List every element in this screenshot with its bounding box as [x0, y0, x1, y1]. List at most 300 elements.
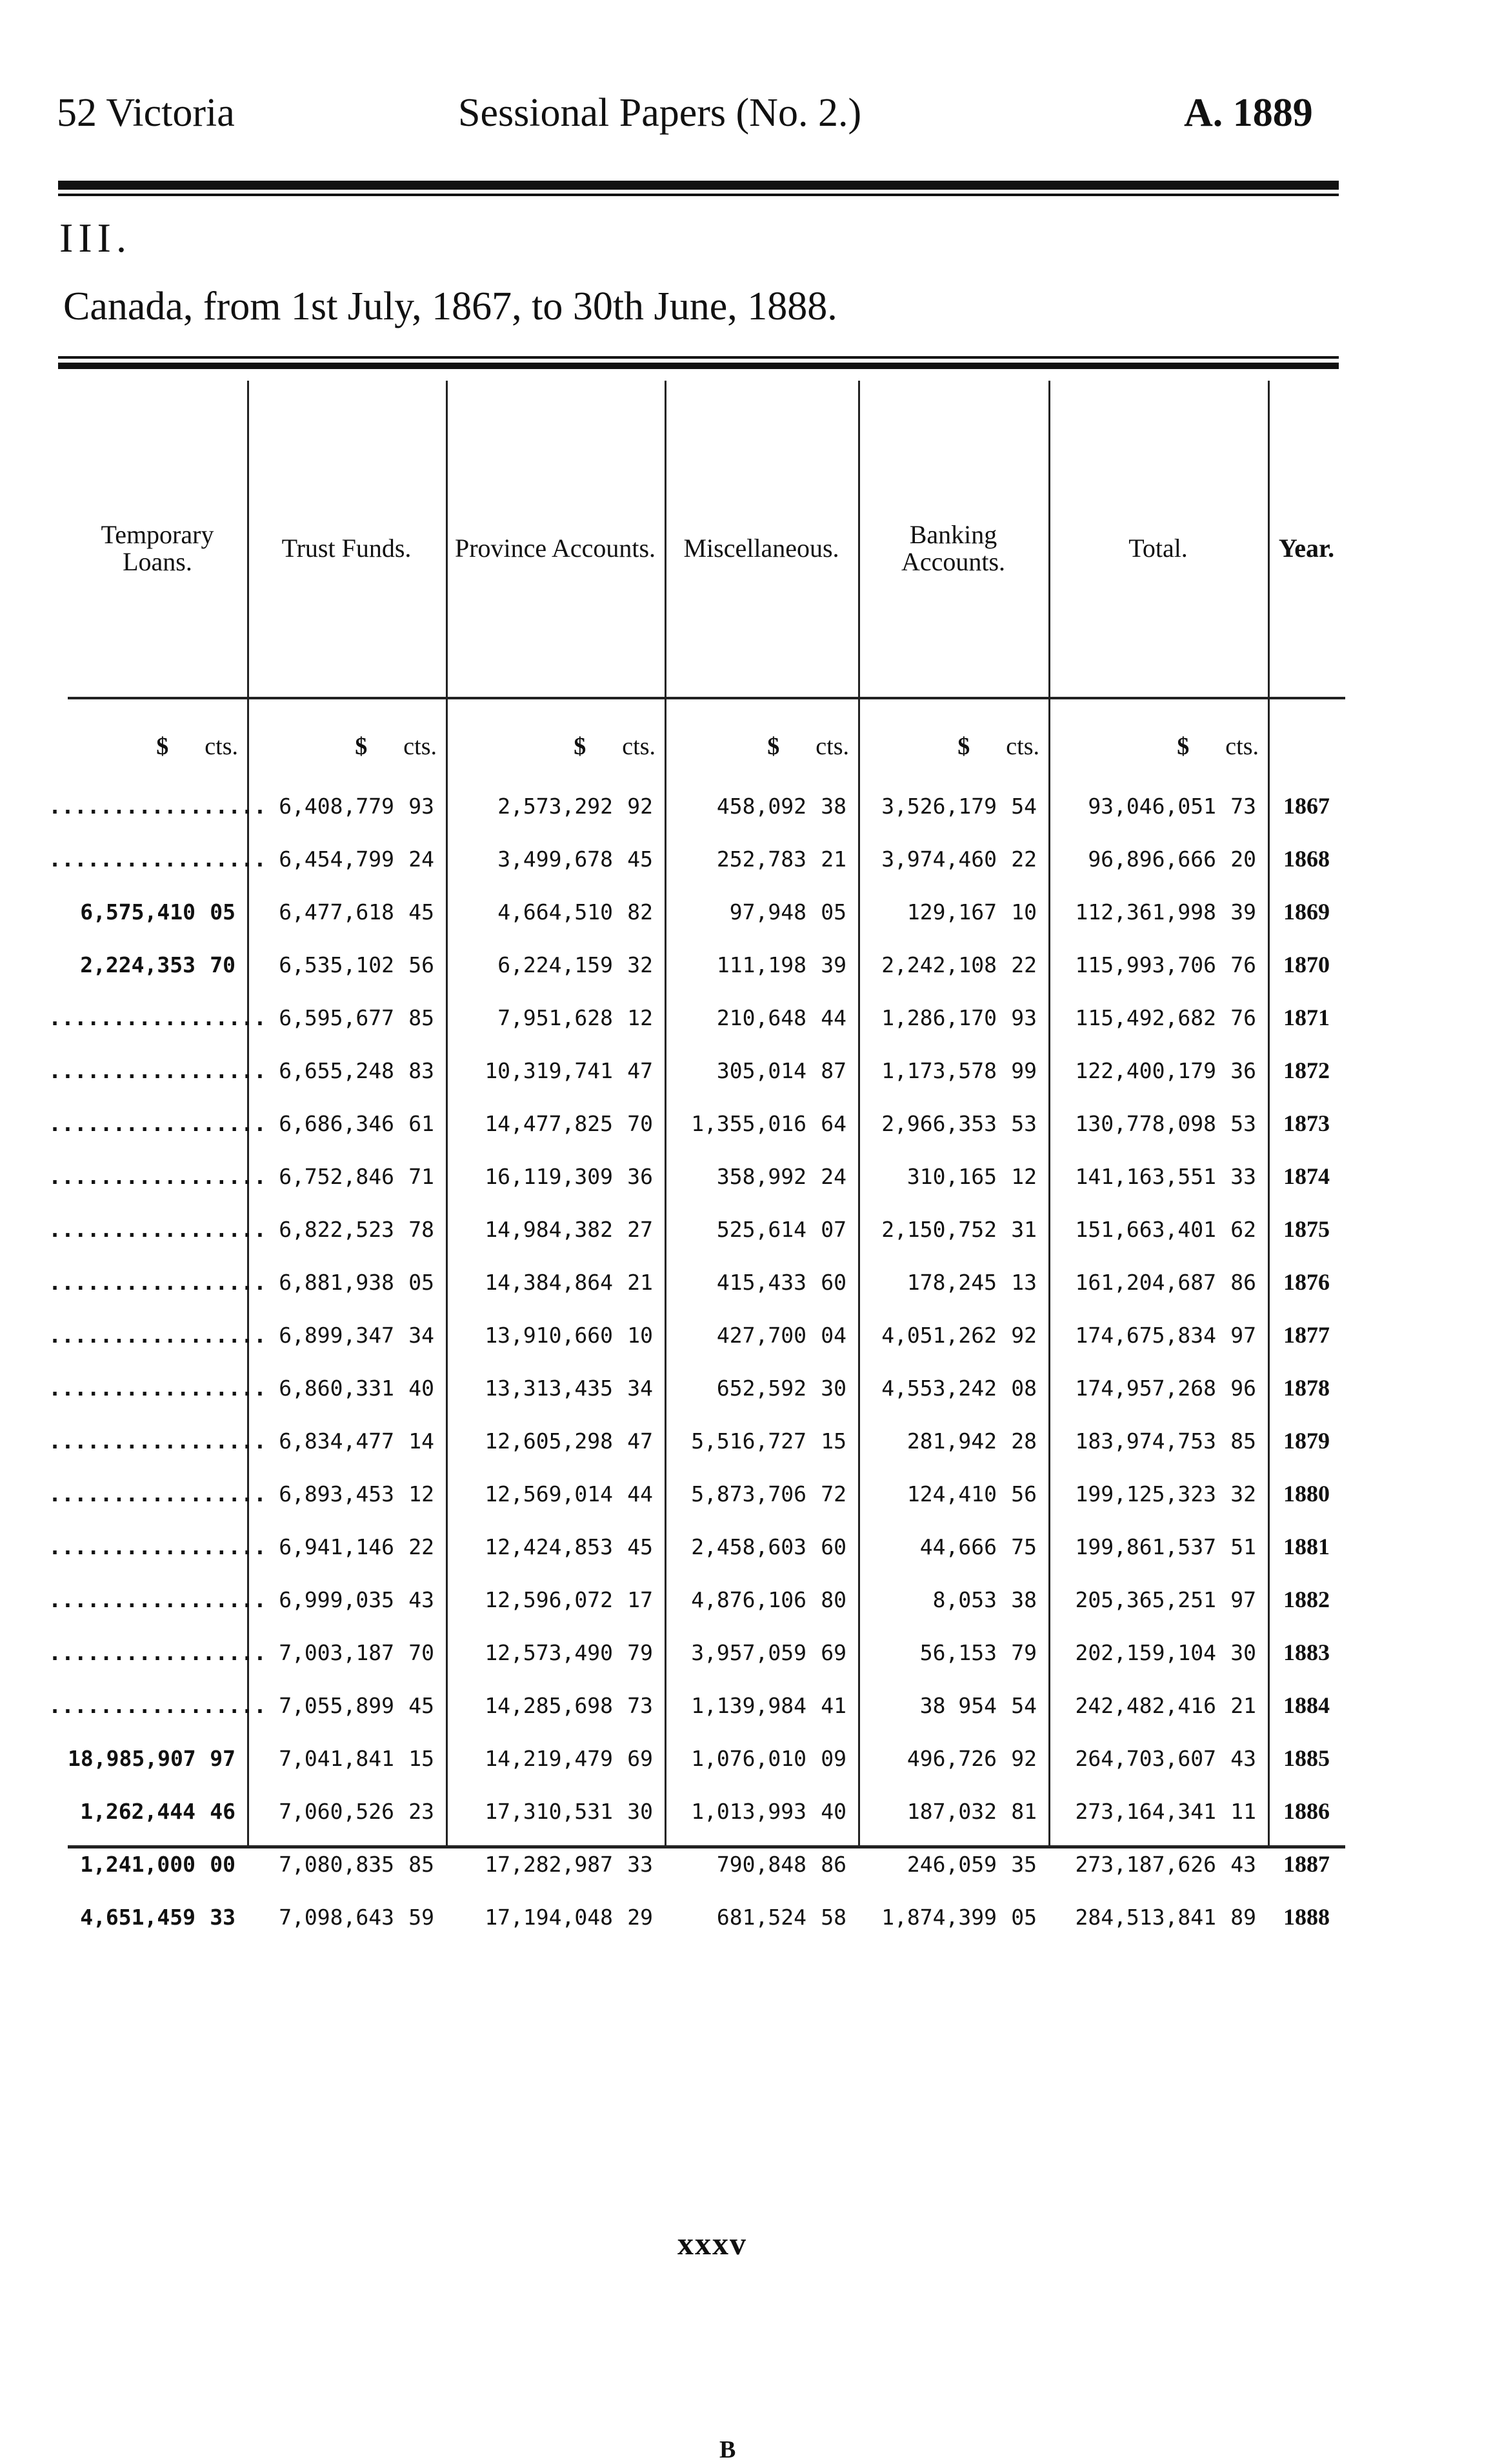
cell-total: [1048, 1308, 1268, 1361]
cell-misc: [665, 1097, 858, 1150]
cell-bank: [858, 1361, 1048, 1414]
cell-misc: [665, 1256, 858, 1308]
amount-cents: 47: [627, 1057, 653, 1083]
amount-dollars: 115,492,682: [1075, 1005, 1216, 1030]
table-row: [68, 1785, 1345, 1838]
amount-dollars: 4,876,106: [691, 1587, 806, 1612]
cents-label: cts.: [816, 733, 849, 760]
unit-label: [446, 732, 665, 765]
amount-cents: 56: [1011, 1481, 1037, 1507]
cell-prov: [446, 1203, 665, 1256]
amount-cents: 35: [1011, 1851, 1037, 1877]
cell-bank: [858, 991, 1048, 1044]
cell-bank: [858, 1467, 1048, 1520]
amount-cents: 38: [821, 793, 846, 819]
leader-dots: .................: [48, 1269, 266, 1295]
amount-dollars: 124,410: [906, 1481, 997, 1507]
amount-cents: 72: [821, 1481, 846, 1507]
amount-dollars: 199,125,323: [1075, 1481, 1216, 1507]
amount-dollars: 14,285,698: [485, 1692, 613, 1718]
amount-cents: 54: [1011, 793, 1037, 819]
leader-dots: .................: [48, 1692, 266, 1718]
amount-dollars: 5,873,706: [691, 1481, 806, 1507]
table-row: [48, 1097, 1345, 1150]
amount-cents: 45: [408, 899, 434, 925]
cell-total: [1048, 1626, 1268, 1679]
cell-trust: [247, 1573, 446, 1626]
cell-trust: [247, 832, 446, 885]
amount-cents: 27: [627, 1216, 653, 1242]
amount-cents: 38: [1011, 1587, 1037, 1612]
amount-cents: 46: [210, 1798, 235, 1824]
title-rule-thin: [58, 356, 1339, 359]
amount-cents: 78: [408, 1216, 434, 1242]
amount-dollars: 183,974,753: [1075, 1428, 1216, 1454]
cell-bank: [858, 1150, 1048, 1203]
amount-dollars: 7,003,187: [279, 1639, 394, 1665]
cell-trust: [247, 1626, 446, 1679]
amount-dollars: 2,224,353: [80, 952, 195, 977]
amount-cents: 32: [627, 952, 653, 977]
amount-cents: 58: [821, 1904, 846, 1930]
amount-cents: 76: [1230, 1005, 1256, 1030]
cell-bank: [858, 1626, 1048, 1679]
amount-cents: 86: [1230, 1269, 1256, 1295]
amount-dollars: 93,046,051: [1088, 793, 1216, 819]
cell-year: 1871: [1283, 1005, 1330, 1030]
cell-total: [1048, 1256, 1268, 1308]
cell-total: [1048, 1732, 1268, 1785]
amount-cents: 05: [821, 899, 846, 925]
leader-dots: .................: [48, 1375, 266, 1401]
amount-dollars: 1,355,016: [691, 1110, 806, 1136]
accounts-table: [48, 374, 1345, 2207]
amount-dollars: 310,165: [906, 1163, 997, 1189]
cell-year: 1867: [1283, 793, 1330, 819]
amount-dollars: 284,513,841: [1075, 1904, 1216, 1930]
amount-dollars: 273,164,341: [1075, 1798, 1216, 1824]
cell-bank: [858, 1308, 1048, 1361]
amount-cents: 99: [1011, 1057, 1037, 1083]
amount-cents: 40: [821, 1798, 846, 1824]
amount-cents: 12: [408, 1481, 434, 1507]
amount-dollars: 3,957,059: [691, 1639, 806, 1665]
cell-trust: [247, 1732, 446, 1785]
amount-dollars: 790,848: [716, 1851, 806, 1877]
amount-dollars: 141,163,551: [1075, 1163, 1216, 1189]
cents-label: cts.: [1006, 733, 1039, 760]
cell-year: 1875: [1283, 1216, 1330, 1242]
amount-dollars: 2,150,752: [881, 1216, 997, 1242]
table-row: [48, 1467, 1345, 1520]
amount-cents: 29: [627, 1904, 653, 1930]
cell-loans: [68, 885, 247, 938]
cell-total: [1048, 1573, 1268, 1626]
cell-prov: [446, 1785, 665, 1838]
cell-prov: [446, 1520, 665, 1573]
amount-dollars: 5,516,727: [691, 1428, 806, 1454]
table-row: [68, 1890, 1345, 1943]
leader-dots: .................: [48, 1005, 266, 1030]
amount-dollars: 4,651,459: [80, 1904, 195, 1930]
amount-dollars: 18,985,907: [68, 1745, 196, 1771]
table-row: [48, 1203, 1345, 1256]
cell-misc: [665, 938, 858, 991]
leader-dots: .................: [48, 1428, 266, 1454]
amount-cents: 40: [408, 1375, 434, 1401]
amount-dollars: 6,999,035: [279, 1587, 394, 1612]
amount-dollars: 2,573,292: [497, 793, 613, 819]
cell-misc: [665, 1203, 858, 1256]
amount-cents: 89: [1230, 1904, 1256, 1930]
amount-dollars: 7,055,899: [279, 1692, 394, 1718]
col-head-trust: Trust Funds.: [281, 534, 412, 563]
amount-dollars: 14,984,382: [485, 1216, 613, 1242]
amount-dollars: 681,524: [716, 1904, 806, 1930]
title-rule: [58, 363, 1339, 369]
dollar-sign: $: [767, 733, 780, 760]
amount-cents: 82: [627, 899, 653, 925]
cell-trust: [247, 1785, 446, 1838]
header-year: A. 1889: [1184, 91, 1313, 135]
amount-dollars: 252,783: [716, 846, 806, 872]
amount-dollars: 17,282,987: [485, 1851, 613, 1877]
amount-dollars: 1,286,170: [881, 1005, 997, 1030]
amount-cents: 21: [1230, 1692, 1256, 1718]
amount-cents: 73: [627, 1692, 653, 1718]
amount-cents: 97: [210, 1745, 235, 1771]
amount-cents: 33: [627, 1851, 653, 1877]
cell-misc: [665, 991, 858, 1044]
amount-cents: 34: [627, 1375, 653, 1401]
cell-total: [1048, 779, 1268, 832]
dollar-sign: $: [156, 733, 169, 760]
cell-misc: [665, 1308, 858, 1361]
cell-misc: [665, 1044, 858, 1097]
cell-year: 1878: [1283, 1375, 1330, 1401]
amount-cents: 32: [1230, 1481, 1256, 1507]
cell-total: [1048, 991, 1268, 1044]
cell-trust: [247, 1097, 446, 1150]
amount-dollars: 3,499,678: [497, 846, 613, 872]
table-row: [68, 938, 1345, 991]
cell-loans: [68, 1732, 247, 1785]
amount-dollars: 174,675,834: [1075, 1322, 1216, 1348]
amount-dollars: 178,245: [906, 1269, 997, 1295]
unit-label: [247, 732, 446, 765]
cell-year: 1873: [1283, 1110, 1330, 1136]
amount-cents: 13: [1011, 1269, 1037, 1295]
amount-cents: 93: [408, 793, 434, 819]
amount-dollars: 13,910,660: [485, 1322, 613, 1348]
amount-dollars: 202,159,104: [1075, 1639, 1216, 1665]
amount-cents: 30: [627, 1798, 653, 1824]
amount-dollars: 2,966,353: [881, 1110, 997, 1136]
cell-misc: [665, 1467, 858, 1520]
cell-total: [1048, 1890, 1268, 1943]
dollar-sign: $: [574, 733, 586, 760]
cell-prov: [446, 1679, 665, 1732]
amount-dollars: 187,032: [906, 1798, 997, 1824]
amount-cents: 92: [1011, 1745, 1037, 1771]
amount-cents: 45: [627, 846, 653, 872]
table-row: [48, 1626, 1345, 1679]
amount-dollars: 1,173,578: [881, 1057, 997, 1083]
amount-dollars: 7,951,628: [497, 1005, 613, 1030]
cell-prov: [446, 1256, 665, 1308]
page-subtitle: Canada, from 1st July, 1867, to 30th June, 1888.: [63, 285, 837, 328]
amount-cents: 85: [408, 1851, 434, 1877]
leader-dots: .................: [48, 793, 266, 819]
cell-misc: [665, 1520, 858, 1573]
table-row: [48, 779, 1345, 832]
amount-cents: 79: [1011, 1639, 1037, 1665]
amount-dollars: 205,365,251: [1075, 1587, 1216, 1612]
amount-cents: 08: [1011, 1375, 1037, 1401]
amount-cents: 15: [408, 1745, 434, 1771]
cell-trust: [247, 1890, 446, 1943]
amount-dollars: 6,655,248: [279, 1057, 394, 1083]
amount-dollars: 6,477,618: [279, 899, 394, 925]
amount-dollars: 6,941,146: [279, 1534, 394, 1559]
table-row: [48, 1573, 1345, 1626]
amount-dollars: 358,992: [716, 1163, 806, 1189]
cell-total: [1048, 1785, 1268, 1838]
amount-dollars: 13,313,435: [485, 1375, 613, 1401]
amount-cents: 73: [1230, 793, 1256, 819]
cell-bank: [858, 1044, 1048, 1097]
amount-dollars: 6,860,331: [279, 1375, 394, 1401]
amount-cents: 43: [1230, 1745, 1256, 1771]
amount-dollars: 7,080,835: [279, 1851, 394, 1877]
leader-dots: .................: [48, 1163, 266, 1189]
table-row: [48, 1414, 1345, 1467]
cell-trust: [247, 991, 446, 1044]
amount-dollars: 111,198: [716, 952, 806, 977]
cell-prov: [446, 1361, 665, 1414]
cell-bank: [858, 1732, 1048, 1785]
amount-cents: 15: [821, 1428, 846, 1454]
amount-dollars: 97,948: [729, 899, 806, 925]
page-number: xxxv: [677, 2225, 747, 2261]
amount-dollars: 122,400,179: [1075, 1057, 1216, 1083]
leader-dots: .................: [48, 846, 266, 872]
cents-label: cts.: [1225, 733, 1259, 760]
amount-dollars: 12,569,014: [485, 1481, 613, 1507]
cell-year: 1886: [1283, 1798, 1330, 1824]
amount-dollars: 4,664,510: [497, 899, 613, 925]
col-head-banking: Banking Accounts.: [901, 520, 1006, 576]
cell-misc: [665, 1414, 858, 1467]
cell-bank: [858, 938, 1048, 991]
amount-cents: 44: [627, 1481, 653, 1507]
amount-dollars: 458,092: [716, 793, 806, 819]
amount-cents: 31: [1011, 1216, 1037, 1242]
amount-dollars: 281,942: [906, 1428, 997, 1454]
amount-cents: 47: [627, 1428, 653, 1454]
amount-dollars: 6,752,846: [279, 1163, 394, 1189]
amount-cents: 04: [821, 1322, 846, 1348]
amount-cents: 70: [627, 1110, 653, 1136]
col-head-loans: Temporary Loans.: [101, 520, 214, 576]
amount-dollars: 12,573,490: [485, 1639, 613, 1665]
cell-misc: [665, 885, 858, 938]
amount-dollars: 6,881,938: [279, 1269, 394, 1295]
amount-cents: 24: [821, 1163, 846, 1189]
table-row: [48, 1679, 1345, 1732]
amount-cents: 28: [1011, 1428, 1037, 1454]
unit-label: [858, 732, 1048, 765]
cell-prov: [446, 885, 665, 938]
cents-label: cts.: [205, 733, 238, 760]
amount-dollars: 2,242,108: [881, 952, 997, 977]
cell-total: [1048, 1044, 1268, 1097]
amount-cents: 05: [1011, 1904, 1037, 1930]
amount-dollars: 17,310,531: [485, 1798, 613, 1824]
cell-bank: [858, 1414, 1048, 1467]
amount-dollars: 6,893,453: [279, 1481, 394, 1507]
amount-dollars: 115,993,706: [1075, 952, 1216, 977]
cell-misc: [665, 1361, 858, 1414]
cell-trust: [247, 1256, 446, 1308]
amount-dollars: 6,408,779: [279, 793, 394, 819]
cell-bank: [858, 885, 1048, 938]
amount-cents: 10: [627, 1322, 653, 1348]
cell-year: 1885: [1283, 1745, 1330, 1771]
cell-prov: [446, 1150, 665, 1203]
cell-trust: [247, 1150, 446, 1203]
amount-cents: 76: [1230, 952, 1256, 977]
cell-prov: [446, 1467, 665, 1520]
amount-dollars: 14,219,479: [485, 1745, 613, 1771]
leader-dots: .................: [48, 1481, 266, 1507]
cell-misc: [665, 1573, 858, 1626]
amount-cents: 69: [821, 1639, 846, 1665]
col-head-total: Total.: [1128, 534, 1188, 563]
amount-cents: 36: [627, 1163, 653, 1189]
amount-cents: 39: [821, 952, 846, 977]
cell-trust: [247, 1203, 446, 1256]
amount-dollars: 12,424,853: [485, 1534, 613, 1559]
table-row: [48, 1520, 1345, 1573]
amount-cents: 14: [408, 1428, 434, 1454]
amount-cents: 56: [408, 952, 434, 977]
cell-misc: [665, 832, 858, 885]
cell-prov: [446, 938, 665, 991]
amount-dollars: 1,139,984: [691, 1692, 806, 1718]
cents-label: cts.: [403, 733, 437, 760]
cell-year: 1877: [1283, 1322, 1330, 1348]
cell-misc: [665, 1732, 858, 1785]
amount-cents: 41: [821, 1692, 846, 1718]
amount-cents: 12: [627, 1005, 653, 1030]
cell-prov: [446, 1732, 665, 1785]
table-row: [48, 1256, 1345, 1308]
cell-year: 1883: [1283, 1639, 1330, 1665]
unit-label: [1048, 732, 1268, 765]
cell-bank: [858, 1679, 1048, 1732]
amount-dollars: 1,013,993: [691, 1798, 806, 1824]
amount-dollars: 264,703,607: [1075, 1745, 1216, 1771]
amount-cents: 69: [627, 1745, 653, 1771]
leader-dots: .................: [48, 1534, 266, 1559]
cell-bank: [858, 1256, 1048, 1308]
amount-cents: 96: [1230, 1375, 1256, 1401]
amount-cents: 05: [210, 899, 235, 925]
cell-year: 1872: [1283, 1057, 1330, 1083]
amount-cents: 86: [821, 1851, 846, 1877]
amount-dollars: 6,822,523: [279, 1216, 394, 1242]
cell-trust: [247, 779, 446, 832]
amount-cents: 60: [821, 1269, 846, 1295]
amount-cents: 79: [627, 1639, 653, 1665]
header-papers: Sessional Papers (No. 2.): [458, 91, 862, 135]
amount-dollars: 6,454,799: [279, 846, 394, 872]
cell-total: [1048, 885, 1268, 938]
amount-cents: 22: [408, 1534, 434, 1559]
amount-cents: 20: [1230, 846, 1256, 872]
cell-year: 1880: [1283, 1481, 1330, 1507]
amount-cents: 22: [1011, 846, 1037, 872]
cell-bank: [858, 1573, 1048, 1626]
amount-dollars: 6,535,102: [279, 952, 394, 977]
amount-cents: 00: [210, 1851, 235, 1877]
amount-cents: 09: [821, 1745, 846, 1771]
cell-bank: [858, 779, 1048, 832]
amount-cents: 61: [408, 1110, 434, 1136]
cell-bank: [858, 1520, 1048, 1573]
amount-cents: 43: [1230, 1851, 1256, 1877]
amount-cents: 24: [408, 846, 434, 872]
table-row: [68, 1732, 1345, 1785]
cell-trust: [247, 1467, 446, 1520]
amount-cents: 60: [821, 1534, 846, 1559]
amount-cents: 54: [1011, 1692, 1037, 1718]
amount-dollars: 16,119,309: [485, 1163, 613, 1189]
amount-dollars: 199,861,537: [1075, 1534, 1216, 1559]
cell-year: 1884: [1283, 1692, 1330, 1718]
amount-cents: 85: [1230, 1428, 1256, 1454]
amount-cents: 70: [210, 952, 235, 977]
cell-total: [1048, 832, 1268, 885]
amount-dollars: 96,896,666: [1088, 846, 1216, 872]
amount-cents: 53: [1011, 1110, 1037, 1136]
amount-dollars: 305,014: [716, 1057, 806, 1083]
cell-bank: [858, 1785, 1048, 1838]
leader-dots: .................: [48, 1587, 266, 1612]
amount-cents: 36: [1230, 1057, 1256, 1083]
amount-dollars: 17,194,048: [485, 1904, 613, 1930]
amount-dollars: 1,874,399: [881, 1904, 997, 1930]
amount-dollars: 3,526,179: [881, 793, 997, 819]
section-number: III.: [59, 215, 132, 261]
table-row: [48, 1361, 1345, 1414]
amount-dollars: 1,262,444: [80, 1798, 195, 1824]
header-rule-thin: [58, 194, 1339, 196]
table-row: [48, 832, 1345, 885]
cell-trust: [247, 1308, 446, 1361]
cell-prov: [446, 1626, 665, 1679]
amount-cents: 23: [408, 1798, 434, 1824]
cell-year: 1882: [1283, 1587, 1330, 1612]
cell-total: [1048, 938, 1268, 991]
cell-trust: [247, 1414, 446, 1467]
amount-cents: 30: [821, 1375, 846, 1401]
amount-cents: 10: [1011, 899, 1037, 925]
leader-dots: .................: [48, 1322, 266, 1348]
cell-total: [1048, 1520, 1268, 1573]
cell-prov: [446, 1414, 665, 1467]
